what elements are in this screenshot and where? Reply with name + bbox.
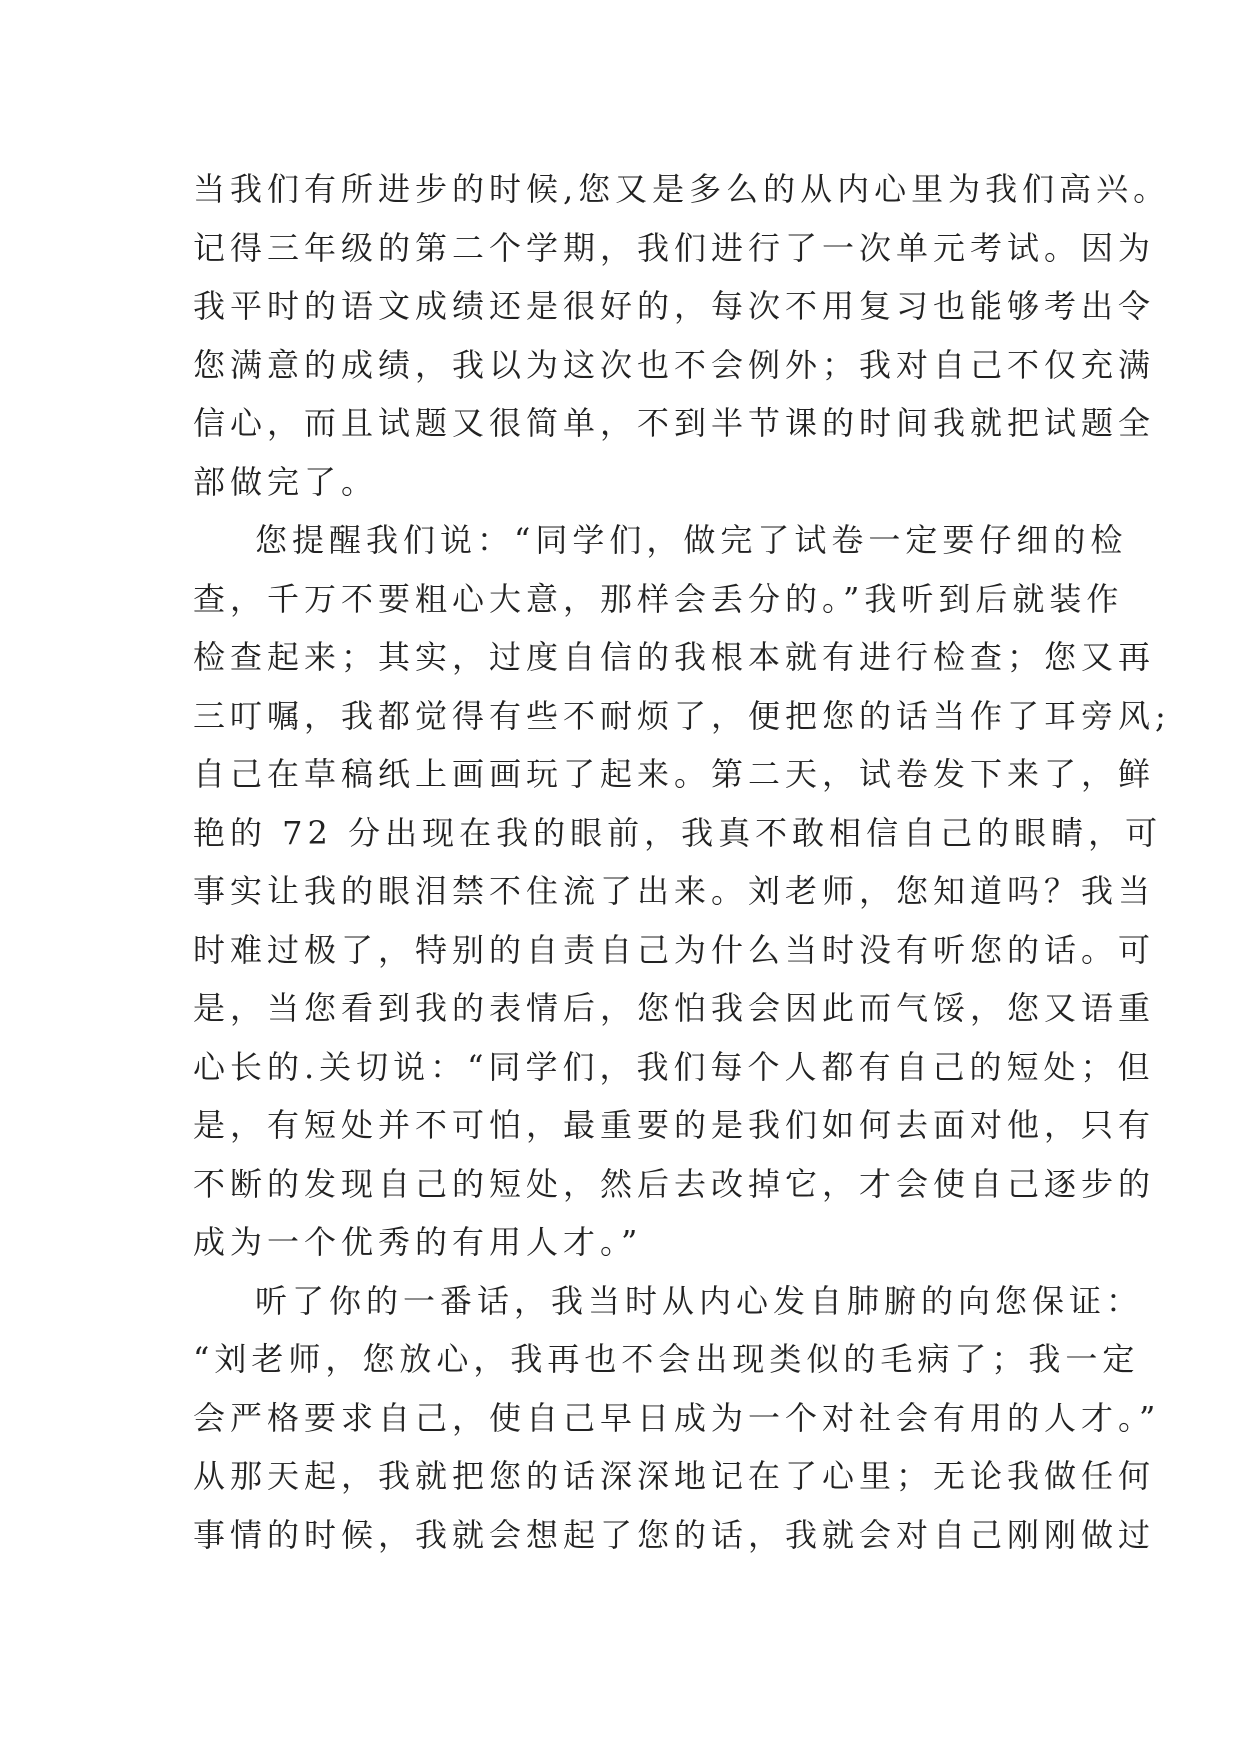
- text-line: 时难过极了，特别的自责自己为什么当时没有听您的话。可: [193, 930, 1156, 969]
- text-line: 部做完了。: [193, 462, 379, 501]
- text-line: 从那天起，我就把您的话深深地记在了心里；无论我做任何: [193, 1457, 1156, 1495]
- text-line: 我平时的语文成绩还是很好的，每次不用复习也能够考出令: [193, 287, 1156, 325]
- text-line: 不断的发现自己的短处，然后去改掉它，才会使自己逐步的: [193, 1164, 1156, 1203]
- text-line: 是，有短处并不可怕，最重要的是我们如何去面对他，只有: [193, 1106, 1156, 1144]
- text-line: 当我们有所进步的时候,您又是多么的从内心里为我们高兴。: [193, 170, 1171, 208]
- text-line: 是，当您看到我的表情后，您怕我会因此而气馁，您又语重: [193, 989, 1156, 1027]
- text-line: 自己在草稿纸上画画玩了起来。第二天，试卷发下来了，鲜: [193, 755, 1156, 793]
- text-line: 成为一个优秀的有用人才。”: [193, 1223, 643, 1261]
- text-line: 您满意的成绩，我以为这次也不会例外；我对自己不仅充满: [193, 345, 1156, 384]
- text-line: 您提醒我们说：“同学们，做完了试卷一定要仔细的检: [255, 521, 1128, 559]
- text-line: 艳的 72 分出现在我的眼前，我真不敢相信自己的眼睛，可: [193, 813, 1163, 852]
- text-line: 三叮嘱，我都觉得有些不耐烦了，便把您的话当作了耳旁风;: [193, 696, 1171, 735]
- text-line: 事情的时候，我就会想起了您的话，我就会对自己刚刚做过: [193, 1515, 1156, 1554]
- text-line: 记得三年级的第二个学期，我们进行了一次单元考试。因为: [193, 228, 1156, 267]
- text-line: “刘老师，您放心，我再也不会出现类似的毛病了；我一定: [193, 1340, 1140, 1378]
- text-line: 查，千万不要粗心大意，那样会丢分的。”我听到后就装作: [193, 579, 1124, 618]
- text-line: 心长的.关切说：“同学们，我们每个人都有自己的短处；但: [193, 1047, 1155, 1086]
- text-line: 信心，而且试题又很简单，不到半节课的时间我就把试题全: [193, 404, 1156, 442]
- text-line: 会严格要求自己，使自己早日成为一个对社会有用的人才。”: [193, 1398, 1161, 1437]
- text-line: 事实让我的眼泪禁不住流了出来。刘老师，您知道吗？我当: [193, 872, 1156, 910]
- text-line: 检查起来；其实，过度自信的我根本就有进行检查；您又再: [193, 638, 1156, 676]
- text-line: 听了你的一番话，我当时从内心发自肺腑的向您保证：: [255, 1281, 1144, 1320]
- document-body: [193, 160, 1171, 1564]
